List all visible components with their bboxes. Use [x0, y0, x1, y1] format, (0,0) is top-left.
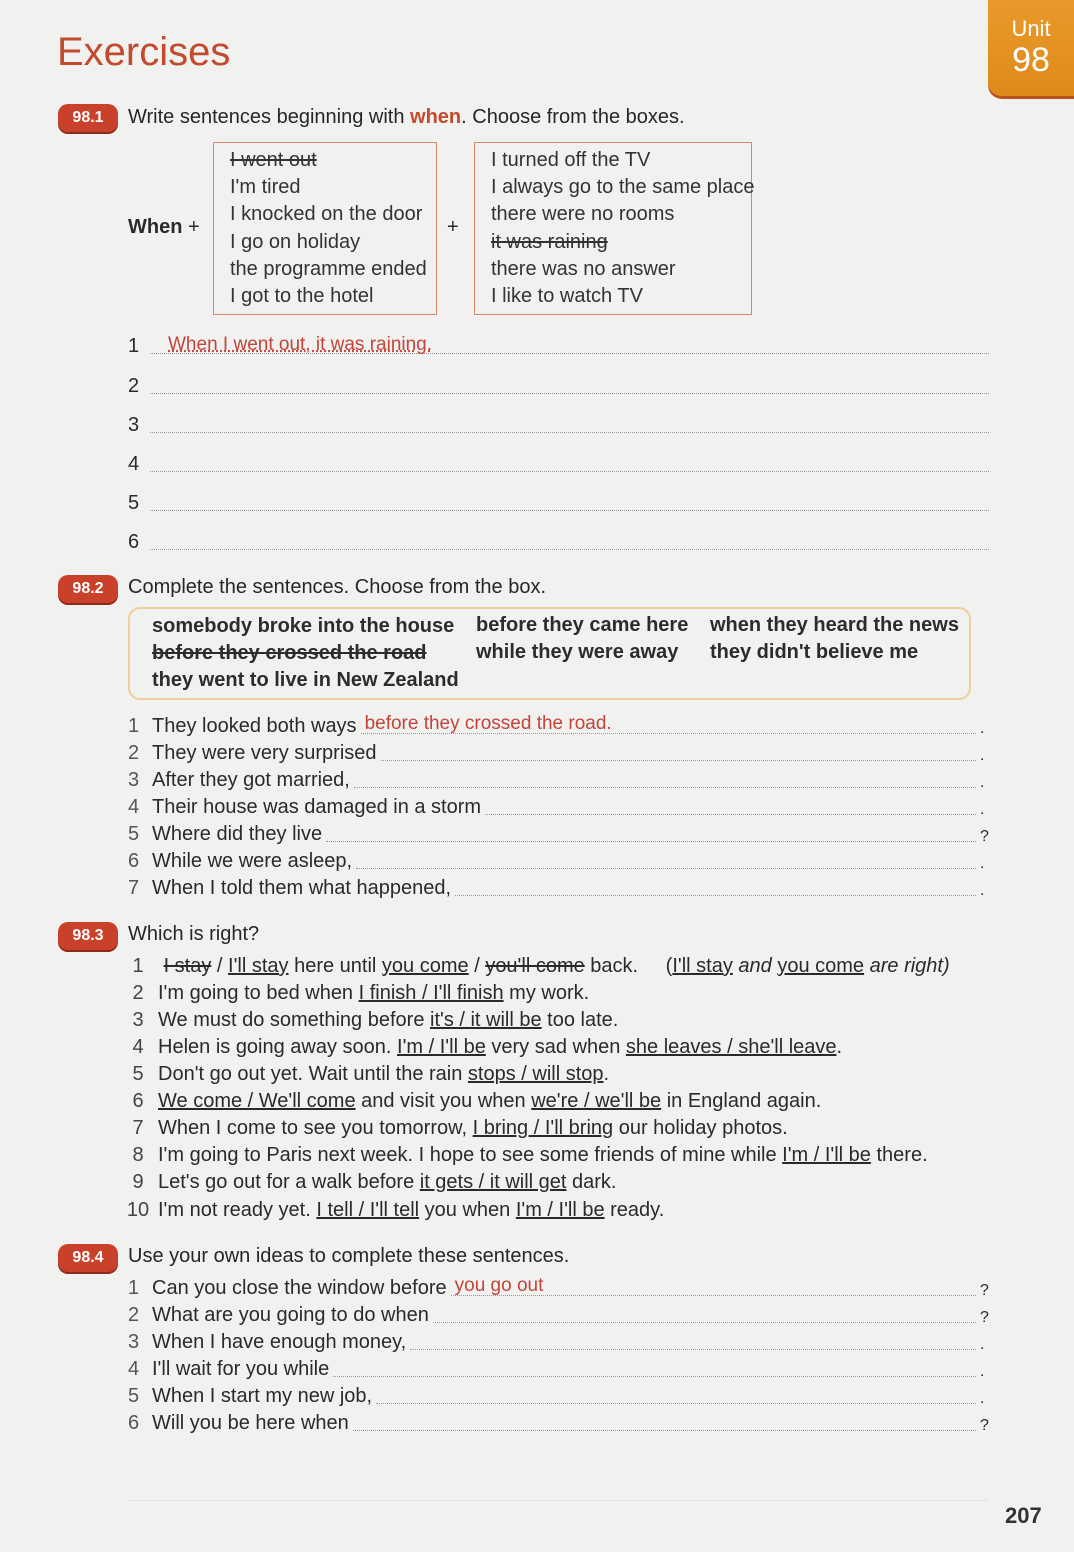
phrase-item: somebody broke into the house: [152, 615, 455, 637]
sentence-text: you when: [419, 1199, 516, 1221]
phrase-item: before they came here: [476, 614, 689, 636]
line-end: .: [980, 882, 985, 899]
write-line[interactable]: [333, 1376, 976, 1377]
line-number: 2: [128, 742, 140, 764]
sentence-text: I'm not ready yet.: [158, 1199, 317, 1221]
sentence-line[interactable]: [128, 822, 988, 846]
choice-item: [118, 1063, 609, 1086]
line-number: 10: [126, 1199, 150, 1221]
write-line[interactable]: [451, 1275, 976, 1296]
separator: /: [211, 955, 229, 977]
option-pair[interactable]: she leaves / she'll leave: [625, 1036, 837, 1058]
clause-box-right: [474, 142, 755, 315]
phrase-box: [128, 607, 971, 700]
line-number: 5: [132, 1063, 144, 1085]
plus-sign: +: [447, 216, 459, 238]
write-line[interactable]: [150, 432, 989, 433]
sentence-text: and visit you when: [355, 1090, 532, 1112]
example-note: [666, 955, 950, 977]
box-item: I got to the hotel: [230, 285, 374, 308]
line-number: 2: [128, 375, 140, 397]
sentence-line[interactable]: [128, 714, 988, 738]
sentence-line[interactable]: [128, 1303, 988, 1327]
phrase-item: while they were away: [476, 641, 679, 663]
sentence-text: When I told them what happened,: [152, 877, 452, 899]
answer-line[interactable]: [128, 491, 989, 515]
box-item: the programme ended: [230, 257, 427, 280]
phrase-item: they went to live in New Zealand: [152, 669, 459, 691]
sentence-text: While we were asleep,: [152, 850, 353, 872]
note-text: (: [665, 955, 673, 977]
choice-item: [118, 1090, 821, 1113]
write-line[interactable]: [150, 549, 989, 550]
chosen-option: you come: [381, 955, 469, 977]
sentence-text: ready.: [604, 1199, 665, 1221]
write-line[interactable]: [381, 760, 976, 761]
line-number: 6: [132, 1090, 144, 1112]
line-number: 5: [128, 823, 140, 845]
box-item: there was no answer: [491, 257, 676, 280]
option-pair[interactable]: We come / We'll come: [158, 1090, 356, 1112]
write-line[interactable]: [361, 713, 976, 734]
choice-item: [118, 1036, 842, 1059]
answer-line[interactable]: [128, 334, 989, 358]
line-number: 4: [128, 1358, 140, 1380]
crossed-option: I stay: [163, 955, 212, 977]
phrase-item: they didn't believe me: [710, 641, 919, 663]
choice-item: [118, 1117, 788, 1140]
sentence-text: When I start my new job,: [152, 1385, 373, 1407]
page-number: 207: [1005, 1503, 1042, 1528]
note-text: are right): [869, 955, 950, 977]
sentence-text: I'm going to bed when: [158, 982, 359, 1004]
line-end: .: [980, 774, 985, 791]
note-text: you come: [777, 955, 865, 977]
line-number: 3: [128, 1331, 140, 1353]
crossed-option: you'll come: [485, 955, 585, 977]
box-item: it was raining: [491, 230, 608, 253]
write-line[interactable]: [376, 1403, 976, 1404]
clause-box-left: [213, 142, 437, 315]
sentence-line[interactable]: [128, 768, 988, 792]
sentence-text: Where did they live: [152, 823, 323, 845]
sentence-line[interactable]: [128, 1357, 988, 1381]
box-item: there were no rooms: [491, 203, 675, 226]
line-number: 3: [132, 1009, 144, 1031]
unit-tab: [988, 0, 1074, 96]
page-title: Exercises: [57, 30, 231, 74]
when-label: [128, 216, 200, 239]
exercise-instruction-98-2: Complete the sentences. Choose from the box.: [128, 576, 547, 598]
line-number: 1: [128, 715, 140, 737]
line-number: 3: [128, 769, 140, 791]
sentence-text: I'm going to Paris next week. I hope to see some friends of mine while: [158, 1144, 783, 1166]
line-number: 6: [128, 850, 140, 872]
sentence-line[interactable]: [128, 1384, 988, 1408]
box-item: I always go to the same place: [491, 176, 755, 199]
sentence-text: too late.: [541, 1009, 619, 1031]
line-end: ?: [980, 828, 989, 845]
option-pair[interactable]: stops / will stop: [467, 1063, 604, 1085]
sentence-line[interactable]: [128, 1276, 988, 1300]
option-pair[interactable]: it gets / it will get: [419, 1171, 567, 1193]
choice-item: [118, 1009, 618, 1032]
choice-item: [118, 982, 589, 1005]
chosen-option: I'll stay: [228, 955, 289, 977]
sentence-text: very sad when: [485, 1036, 626, 1058]
line-number: 7: [128, 877, 140, 899]
sentence-text: Their house was damaged in a storm: [152, 796, 482, 818]
sentence-text: They were very surprised: [152, 742, 377, 764]
choice-item: [118, 955, 950, 978]
option-pair[interactable]: we're / we'll be: [531, 1090, 662, 1112]
separator: /: [468, 955, 486, 977]
line-number: 3: [128, 414, 140, 436]
write-line[interactable]: [353, 1430, 976, 1431]
choice-item: [118, 1144, 928, 1167]
instruction-keyword: when: [410, 106, 462, 128]
answer-line[interactable]: [128, 452, 989, 476]
exercise-instruction-98-4: Use your own ideas to complete these sentences.: [128, 1245, 570, 1267]
write-line[interactable]: [356, 868, 976, 869]
sentence-text: They looked both ways: [152, 715, 357, 737]
choice-item: [118, 1171, 617, 1194]
exercise-badge-98-2: 98.2: [58, 575, 118, 603]
line-end: ?: [980, 1309, 989, 1326]
footer-divider: [128, 1500, 988, 1501]
line-end: .: [980, 747, 985, 764]
line-number: 6: [128, 531, 140, 553]
sentence-text: When I come to see you tomorrow,: [158, 1117, 473, 1139]
instruction-text: . Choose from the boxes.: [461, 106, 685, 128]
box-item: I go on holiday: [230, 230, 361, 253]
line-number: 4: [132, 1036, 144, 1058]
sentence-line[interactable]: [128, 849, 988, 873]
exercise-instruction-98-3: Which is right?: [128, 923, 260, 945]
write-line[interactable]: [150, 393, 989, 394]
line-end: .: [980, 855, 985, 872]
unit-label: Unit: [1011, 16, 1051, 41]
sentence-text: .: [603, 1063, 610, 1085]
box-item: I turned off the TV: [491, 149, 651, 171]
sentence-text: What are you going to do when: [152, 1304, 429, 1326]
option-pair[interactable]: I finish / I'll finish: [358, 982, 504, 1004]
line-end: .: [980, 1363, 985, 1380]
phrase-item: when they heard the news: [710, 614, 959, 636]
write-line[interactable]: [485, 814, 976, 815]
note-text: I'll stay: [672, 955, 733, 977]
answer-line[interactable]: [128, 530, 989, 554]
line-number: 5: [128, 1385, 140, 1407]
exercise-badge-98-4: 98.4: [58, 1244, 118, 1272]
sentence-text: Let's go out for a walk before: [158, 1171, 420, 1193]
box-item: I went out: [230, 149, 317, 171]
line-end: ?: [980, 1282, 989, 1299]
sentence-text: After they got married,: [152, 769, 350, 791]
option-pair[interactable]: I'm / I'll be: [782, 1144, 871, 1166]
option-pair[interactable]: I bring / I'll bring: [472, 1117, 614, 1139]
sentence-text: back.: [584, 955, 639, 977]
answer-line[interactable]: [128, 413, 989, 437]
write-line[interactable]: [354, 787, 976, 788]
option-pair[interactable]: I tell / I'll tell: [316, 1199, 420, 1221]
sentence-text: I'll wait for you while: [152, 1358, 330, 1380]
sentence-text: Helen is going away soon.: [158, 1036, 398, 1058]
sentence-line[interactable]: [128, 1411, 988, 1435]
box-item: I like to watch TV: [491, 285, 643, 308]
line-end: .: [980, 801, 985, 818]
line-number: 1: [128, 335, 140, 357]
sentence-text: Can you close the window before: [152, 1277, 447, 1299]
sentence-text: Will you be here when: [152, 1412, 349, 1434]
sentence-text: dark.: [566, 1171, 617, 1193]
option-pair[interactable]: it's / it will be: [430, 1009, 542, 1031]
sentence-line[interactable]: [128, 795, 988, 819]
when-word: When: [128, 216, 183, 238]
sentence-line[interactable]: [128, 741, 988, 765]
sentence-line[interactable]: [128, 876, 988, 900]
line-number: 4: [128, 453, 140, 475]
line-number: 5: [128, 492, 140, 514]
box-item: I knocked on the door: [230, 203, 423, 226]
sentence-line[interactable]: [128, 1330, 988, 1354]
write-line[interactable]: [150, 471, 989, 472]
sentence-text: When I have enough money,: [152, 1331, 407, 1353]
write-line[interactable]: [326, 841, 976, 842]
sentence-text: my work.: [503, 982, 590, 1004]
sentence-text: We must do something before: [158, 1009, 430, 1031]
plus-sign: +: [188, 216, 200, 238]
exercise-instruction-98-1: [128, 106, 685, 129]
option-pair[interactable]: I'm / I'll be: [397, 1036, 486, 1058]
phrase-item: before they crossed the road: [152, 642, 427, 664]
box-item: I'm tired: [230, 176, 301, 199]
unit-number: 98: [1012, 41, 1050, 79]
note-text: and: [738, 955, 772, 977]
write-line[interactable]: [433, 1322, 976, 1323]
line-number: 1: [128, 1277, 140, 1299]
sentence-text: .: [836, 1036, 843, 1058]
sentence-text: Don't go out yet. Wait until the rain: [158, 1063, 468, 1085]
choice-item: [118, 1199, 664, 1222]
line-end: .: [980, 1390, 985, 1407]
line-number: 4: [128, 796, 140, 818]
example-answer: you go out: [454, 1275, 544, 1296]
write-line[interactable]: [455, 895, 976, 896]
example-answer: before they crossed the road.: [364, 713, 612, 734]
line-number: 2: [128, 1304, 140, 1326]
option-pair[interactable]: I'm / I'll be: [515, 1199, 605, 1221]
line-number: 8: [132, 1144, 144, 1166]
instruction-text: Write sentences beginning with: [128, 106, 411, 128]
write-line[interactable]: [410, 1349, 976, 1350]
exercise-badge-98-1: 98.1: [58, 104, 118, 132]
example-answer: When I went out, it was raining.: [168, 334, 433, 355]
answer-line[interactable]: [128, 374, 989, 398]
line-number: 9: [132, 1171, 144, 1193]
write-line[interactable]: [150, 510, 989, 511]
line-end: .: [980, 1336, 985, 1353]
line-number: 1: [132, 955, 144, 977]
sentence-text: our holiday photos.: [613, 1117, 788, 1139]
line-number: 6: [128, 1412, 140, 1434]
sentence-text: there.: [870, 1144, 928, 1166]
sentence-text: here until: [288, 955, 382, 977]
line-number: 7: [132, 1117, 144, 1139]
sentence-text: in England again.: [661, 1090, 822, 1112]
line-end: .: [980, 720, 985, 737]
line-number: 2: [132, 982, 144, 1004]
line-end: ?: [980, 1417, 989, 1434]
exercise-badge-98-3: 98.3: [58, 922, 118, 950]
